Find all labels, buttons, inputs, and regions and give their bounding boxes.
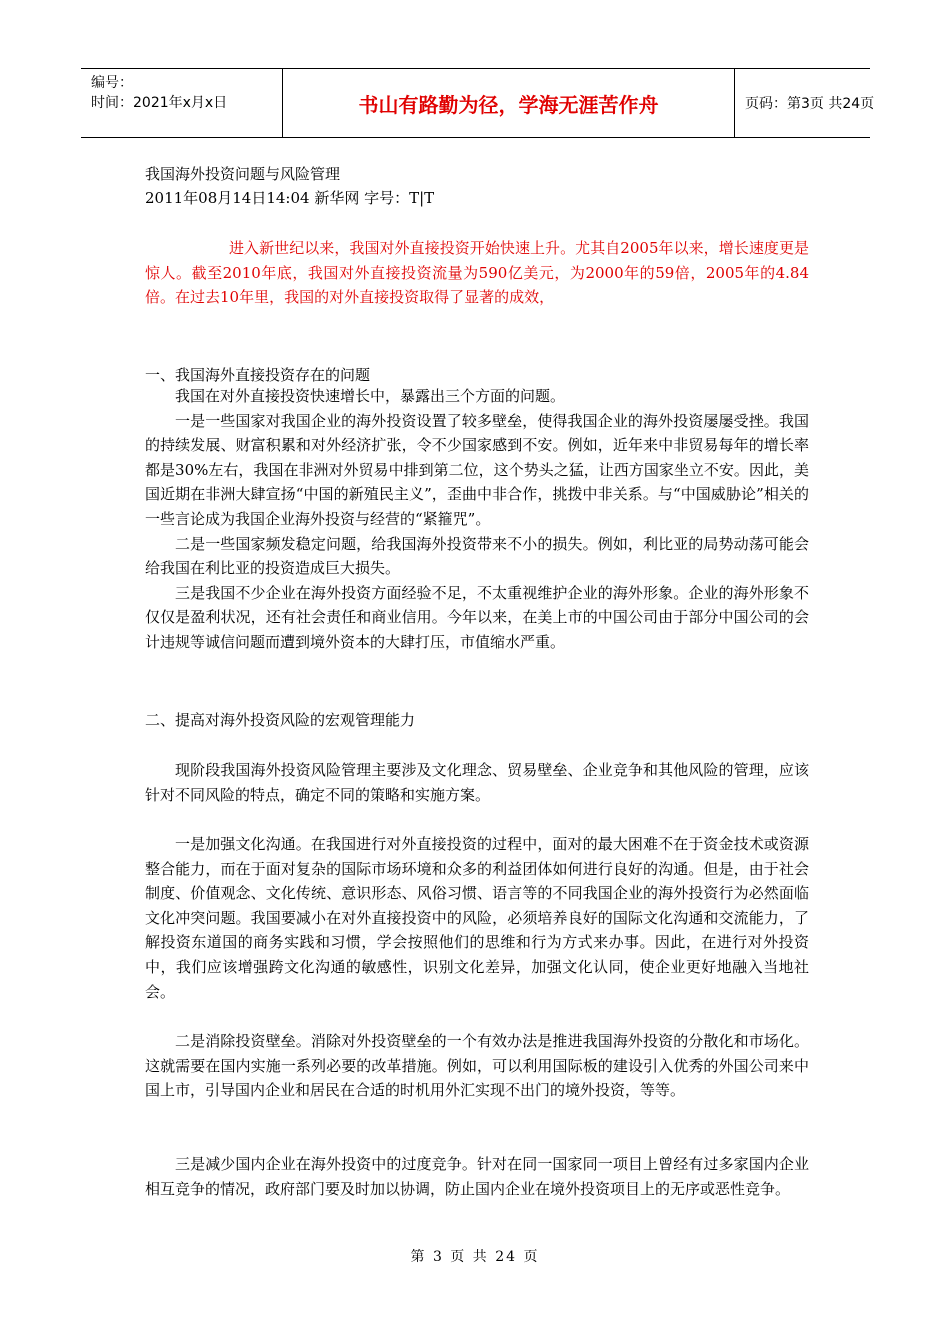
intro-block	[145, 236, 809, 310]
section-2-point-1	[145, 832, 809, 1004]
paragraph: 二是消除投资壁垒。消除对外投资壁垒的一个有效办法是推进我国海外投资的分散化和市场化。这就需要在国内实施一系列必要的改革措施。例如，可以利用国际板的建设引入优秀的外国公司来中国上市，引导国内企业和居民在合适的时机用外汇实现不出门的境外投资，等等。	[145, 1032, 809, 1100]
section-2-point-3	[145, 1152, 809, 1201]
article-title: 我国海外投资问题与风险管理	[145, 165, 341, 183]
header-info-cell	[81, 69, 283, 137]
section-2-point-2	[145, 1029, 809, 1103]
section-2-intro	[145, 758, 809, 807]
intro-paragraph: 进入新世纪以来，我国对外直接投资开始快速上升。尤其自2005年以来，增长速度更是惊人。截至2010年底，我国对外直接投资流量为590亿美元，为2000年的59倍，2005年的4.84倍。在过去10年里，我国的对外直接投资取得了显著的成效，	[145, 239, 809, 307]
paragraph: 我国在对外直接投资快速增长中，暴露出三个方面的问题。	[175, 387, 566, 405]
paragraph: 三是减少国内企业在海外投资中的过度竞争。针对在同一国家同一项目上曾经有过多家国内企业相互竞争的情况，政府部门要及时加以协调，防止国内企业在境外投资项目上的无序或恶性竞争。	[145, 1155, 809, 1198]
paragraph: 现阶段我国海外投资风险管理主要涉及文化理念、贸易壁垒、企业竞争和其他风险的管理，应该针对不同风险的特点，确定不同的策略和实施方案。	[145, 761, 809, 804]
document-number-label: 编号：	[91, 75, 133, 91]
section-1-body	[145, 384, 809, 655]
section-2-heading: 二、提高对海外投资风险的宏观管理能力	[145, 711, 416, 729]
document-date-label: 时间：2021年x月x日	[91, 95, 228, 111]
article-meta: 2011年08月14日14:04 新华网 字号：T|T	[145, 189, 435, 207]
paragraph: 一是一些国家对我国企业的海外投资设置了较多壁垒，使得我国企业的海外投资屡屡受挫。我国的持续发展、财富积累和对外经济扩张，令不少国家感到不安。例如，近年来中非贸易每年的增长率都是30%左右，我国在非洲对外贸易中排到第二位，这个势头之猛，让西方国家坐立不安。因此，美国近期在非洲大肆宣扬“中国的新殖民主义”，歪曲中非合作，挑拨中非关系。与“中国威胁论”相关的一些言论成为我国企业海外投资与经营的“紧箍咒”。	[145, 411, 809, 528]
header-table	[81, 68, 875, 138]
header-motto: 书山有路勤为径，学海无涯苦作舟	[283, 69, 735, 137]
paragraph: 一是加强文化沟通。在我国进行对外直接投资的过程中，面对的最大困难不在于资金技术或资源整合能力，而在于面对复杂的国际市场环境和众多的利益团体如何进行良好的沟通。但是，由于社会制度、价值观念、文化传统、意识形态、风俗习惯、语言等的不同我国企业的海外投资行为必然面临文化冲突问题。我国要减小在对外直接投资中的风险，必须培养良好的国际文化沟通和交流能力，了解投资东道国的商务实践和习惯，学会按照他们的思维和行为方式来办事。因此，在进行对外投资中，我们应该增强跨文化沟通的敏感性，识别文化差异，加强文化认同，使企业更好地融入当地社会。	[145, 835, 809, 1001]
header-page-label: 页码：第3页 共24页	[745, 96, 875, 112]
paragraph: 三是我国不少企业在海外投资方面经验不足，不太重视维护企业的海外形象。企业的海外形象不仅仅是盈利状况，还有社会责任和商业信用。今年以来，在美上市的中国公司由于部分中国公司的会计违规等诚信问题而遭到境外资本的大肆打压，市值缩水严重。	[145, 583, 809, 651]
section-1-heading: 一、我国海外直接投资存在的问题	[145, 366, 371, 384]
page-footer: 第 3 页 共 24 页	[410, 1249, 540, 1265]
paragraph: 二是一些国家频发稳定问题，给我国海外投资带来不小的损失。例如，利比亚的局势动荡可能会给我国在利比亚的投资造成巨大损失。	[145, 534, 809, 578]
